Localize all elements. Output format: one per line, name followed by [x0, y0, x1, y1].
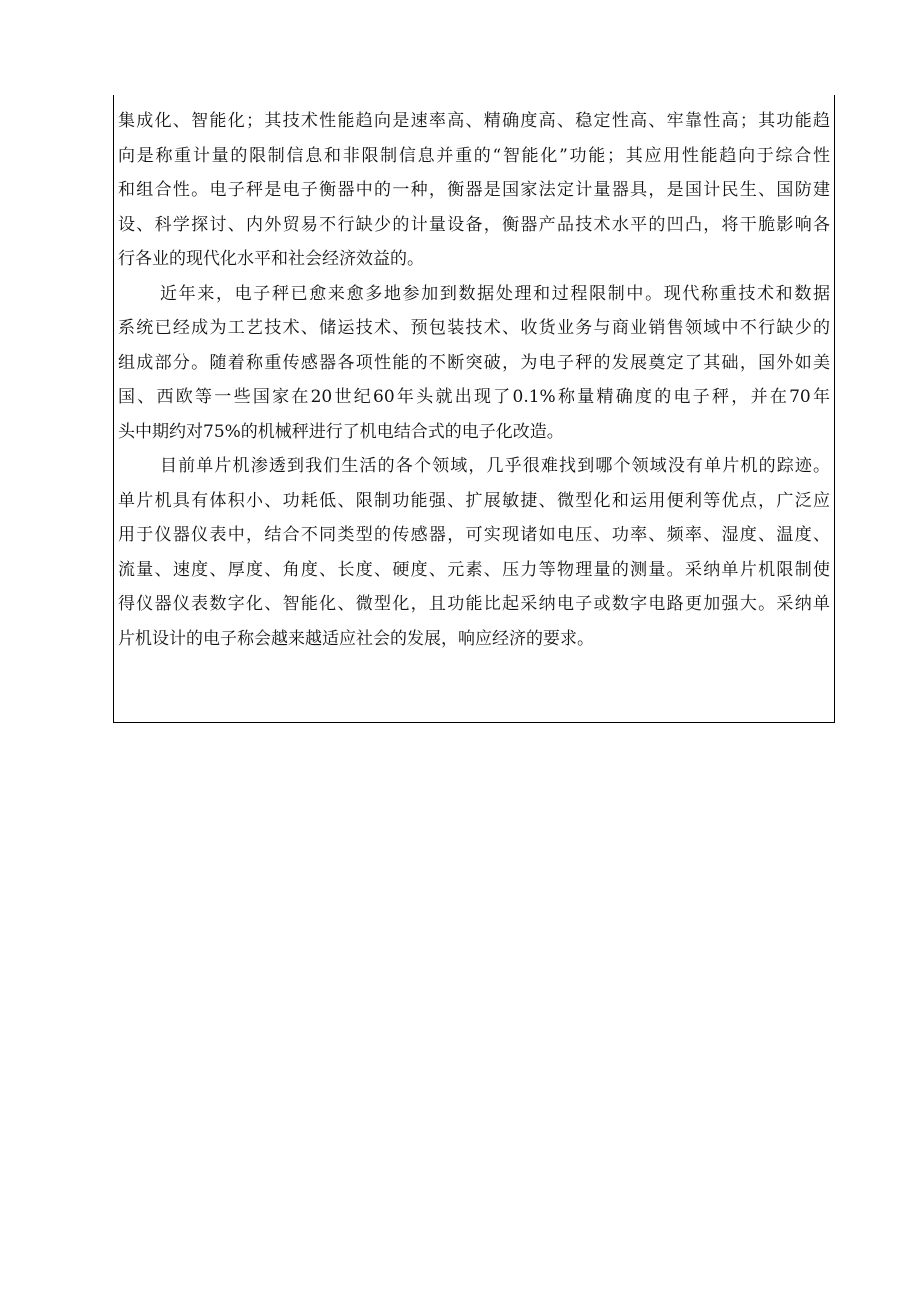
paragraph-line: 和组合性。电子秤是电子衡器中的一种，衡器是国家法定计量器具，是国计民生、国防建 [118, 180, 830, 200]
paragraph-line: 得仪器仪表数字化、智能化、微型化，且功能比起采纳电子或数字电路更加强大。采纳单 [118, 594, 830, 614]
paragraph-line: 设、科学探讨、内外贸易不行缺少的计量设备，衡器产品技术水平的凹凸，将干脆影响各 [118, 214, 830, 235]
paragraph-line: 近年来，电子秤已愈来愈多地参加到数据处理和过程限制中。现代称重技术和数据 [160, 283, 830, 304]
paragraph-line: 单片机具有体积小、功耗低、限制功能强、扩展敏捷、微型化和运用便利等优点，广泛应 [118, 490, 830, 511]
document-body [118, 104, 830, 656]
document-text-frame [113, 95, 835, 723]
paragraph-line: 片机设计的电子称会越来越适应社会的发展，响应经济的要求。 [118, 628, 594, 649]
paragraph-line: 集成化、智能化；其技术性能趋向是速率高、精确度高、稳定性高、牢靠性高；其功能趋 [118, 111, 830, 131]
paragraph-line: 目前单片机渗透到我们生活的各个领域，几乎很难找到哪个领域没有单片机的踪迹。 [160, 456, 830, 476]
paragraph-line: 头中期约对75%的机械秤进行了机电结合式的电子化改造。 [118, 421, 564, 442]
paragraph-line: 组成部分。随着称重传感器各项性能的不断突破，为电子秤的发展奠定了其础，国外如美 [118, 352, 830, 373]
paragraph-3 [118, 449, 830, 656]
paragraph-line: 流量、速度、厚度、角度、长度、硬度、元素、压力等物理量的测量。采纳单片机限制使 [118, 559, 830, 580]
paragraph-line: 系统已经成为工艺技术、储运技术、预包装技术、收货业务与商业销售领域中不行缺少的 [118, 318, 830, 338]
paragraph-2 [118, 277, 830, 450]
paragraph-line: 向是称重计量的限制信息和非限制信息并重的“智能化”功能；其应用性能趋向于综合性 [118, 145, 830, 166]
paragraph-line: 行各业的现代化水平和社会经济效益的。 [118, 249, 424, 269]
paragraph-line: 用于仪器仪表中，结合不同类型的传感器，可实现诸如电压、功率、频率、湿度、温度、 [118, 525, 830, 545]
paragraph-1 [118, 104, 830, 277]
paragraph-line: 国、西欧等一些国家在20世纪60年头就出现了0.1%称量精确度的电子秤，并在70年 [118, 387, 830, 407]
